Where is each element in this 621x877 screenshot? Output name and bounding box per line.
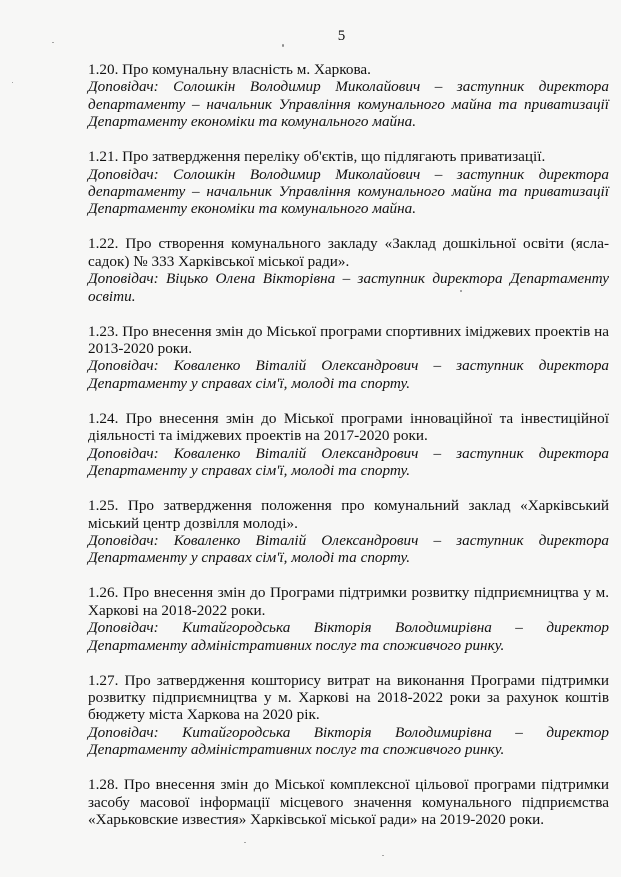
item-title-text: Про внесення змін до Міської комплексної цільової програми підтримки засобу масової інформації місцевого значення комунального підприємства «Харьковские известия» Харківської міської ради» на 2019-2020 роки. (88, 776, 609, 828)
speaker-label: Доповідач: (88, 619, 159, 637)
item-speaker (88, 166, 609, 218)
item-title (88, 323, 609, 358)
speaker-label: Доповідач: (88, 78, 159, 96)
item-number: 1.20. (88, 61, 119, 78)
speaker-label: Доповідач: (88, 723, 159, 741)
item-title (88, 410, 609, 445)
item-title (88, 497, 609, 532)
item-title-text: Про внесення змін до Міської програми інноваційної та інвестиційної діяльності та іміджевих проектів на 2017-2020 роки. (88, 409, 609, 445)
agenda-item (88, 61, 609, 131)
item-speaker (88, 357, 609, 392)
item-number: 1.23. (88, 322, 119, 340)
item-title-text: Про затвердження положення про комунальний заклад «Харківський міський центр дозвілля молоді». (88, 497, 609, 532)
speaker-label: Доповідач: (88, 531, 159, 549)
item-title (88, 584, 609, 619)
item-title (88, 672, 609, 724)
speaker-text: Солошкін Володимир Миколайович – заступник директора департаменту – начальник Управління комунального майна та приватизації Департаменту економіки та комунального майна. (88, 165, 609, 218)
page-number: 5 (337, 28, 346, 44)
item-title-text: Про створення комунального закладу «Заклад дошкільної освіти (ясла-садок) № 333 Харківської міської ради». (88, 235, 610, 270)
item-number: 1.28. (88, 776, 119, 794)
scan-speck (52, 42, 54, 43)
item-speaker (88, 619, 609, 654)
agenda-item (88, 410, 609, 480)
item-number: 1.26. (88, 584, 119, 602)
scan-speck (382, 855, 384, 856)
agenda-item (88, 323, 609, 393)
agenda-item (88, 584, 609, 654)
item-speaker (88, 270, 609, 305)
speaker-label: Доповідач: (88, 444, 159, 462)
speaker-text: Коваленко Віталій Олександрович – заступник директора Департаменту у справах сім'ї, молоді та спорту. (88, 444, 610, 480)
agenda-item (88, 672, 609, 759)
item-title-text: Про затвердження переліку об'єктів, що підлягають приватизації. (122, 148, 546, 166)
item-title-text: Про затвердження кошторису витрат на виконання Програми підтримки розвитку підприємництва у м. Харкові на 2018-2022 роки за рахунок коштів бюджету міста Харкова на 2020 рік. (88, 671, 609, 724)
item-speaker (88, 724, 609, 759)
speaker-label: Доповідач: (88, 357, 159, 375)
item-number: 1.24. (88, 409, 119, 427)
scan-speck (12, 82, 13, 83)
item-speaker (88, 445, 609, 480)
speaker-text: Коваленко Віталій Олександрович – заступник директора Департаменту у справах сім'ї, молоді та спорту. (88, 531, 610, 567)
item-title (88, 235, 609, 270)
speaker-text: Віцько Олена Вікторівна – заступник директора Департаменту освіти. (88, 270, 609, 305)
item-number: 1.22. (88, 235, 119, 253)
agenda-item (88, 235, 609, 305)
item-title (88, 61, 609, 78)
item-speaker (88, 532, 609, 567)
scan-speck (282, 44, 284, 47)
item-speaker (88, 78, 609, 130)
item-number: 1.25. (88, 497, 119, 515)
speaker-label: Доповідач: (88, 270, 159, 288)
speaker-text: Китайгородська Вікторія Володимирівна – директор Департаменту адміністративних послуг та споживчого ринку. (88, 619, 610, 654)
item-title-text: Про внесення змін до Міської програми спортивних іміджевих проектів на 2013-2020 роки. (88, 322, 610, 358)
item-number: 1.27. (88, 671, 119, 689)
speaker-label: Доповідач: (88, 165, 159, 183)
agenda-item (88, 776, 609, 828)
item-title-text: Про внесення змін до Програми підтримки розвитку підприємництва у м. Харкові на 2018-2022 роки. (88, 584, 610, 619)
item-title (88, 148, 609, 165)
item-number: 1.21. (88, 148, 119, 166)
item-title (88, 776, 609, 828)
speaker-text: Коваленко Віталій Олександрович – заступник директора Департаменту у справах сім'ї, молоді та спорту. (88, 357, 610, 392)
item-title-text: Про комунальну власність м. Харкова. (122, 61, 371, 78)
speaker-text: Солошкін Володимир Миколайович – заступник директора департаменту – начальник Управління комунального майна та приватизації Департаменту економіки та комунального майна. (88, 78, 609, 131)
agenda-list (88, 61, 609, 846)
agenda-item (88, 148, 609, 218)
speaker-text: Китайгородська Вікторія Володимирівна – директор Департаменту адміністративних послуг та споживчого ринку. (88, 723, 610, 759)
agenda-item (88, 497, 609, 567)
